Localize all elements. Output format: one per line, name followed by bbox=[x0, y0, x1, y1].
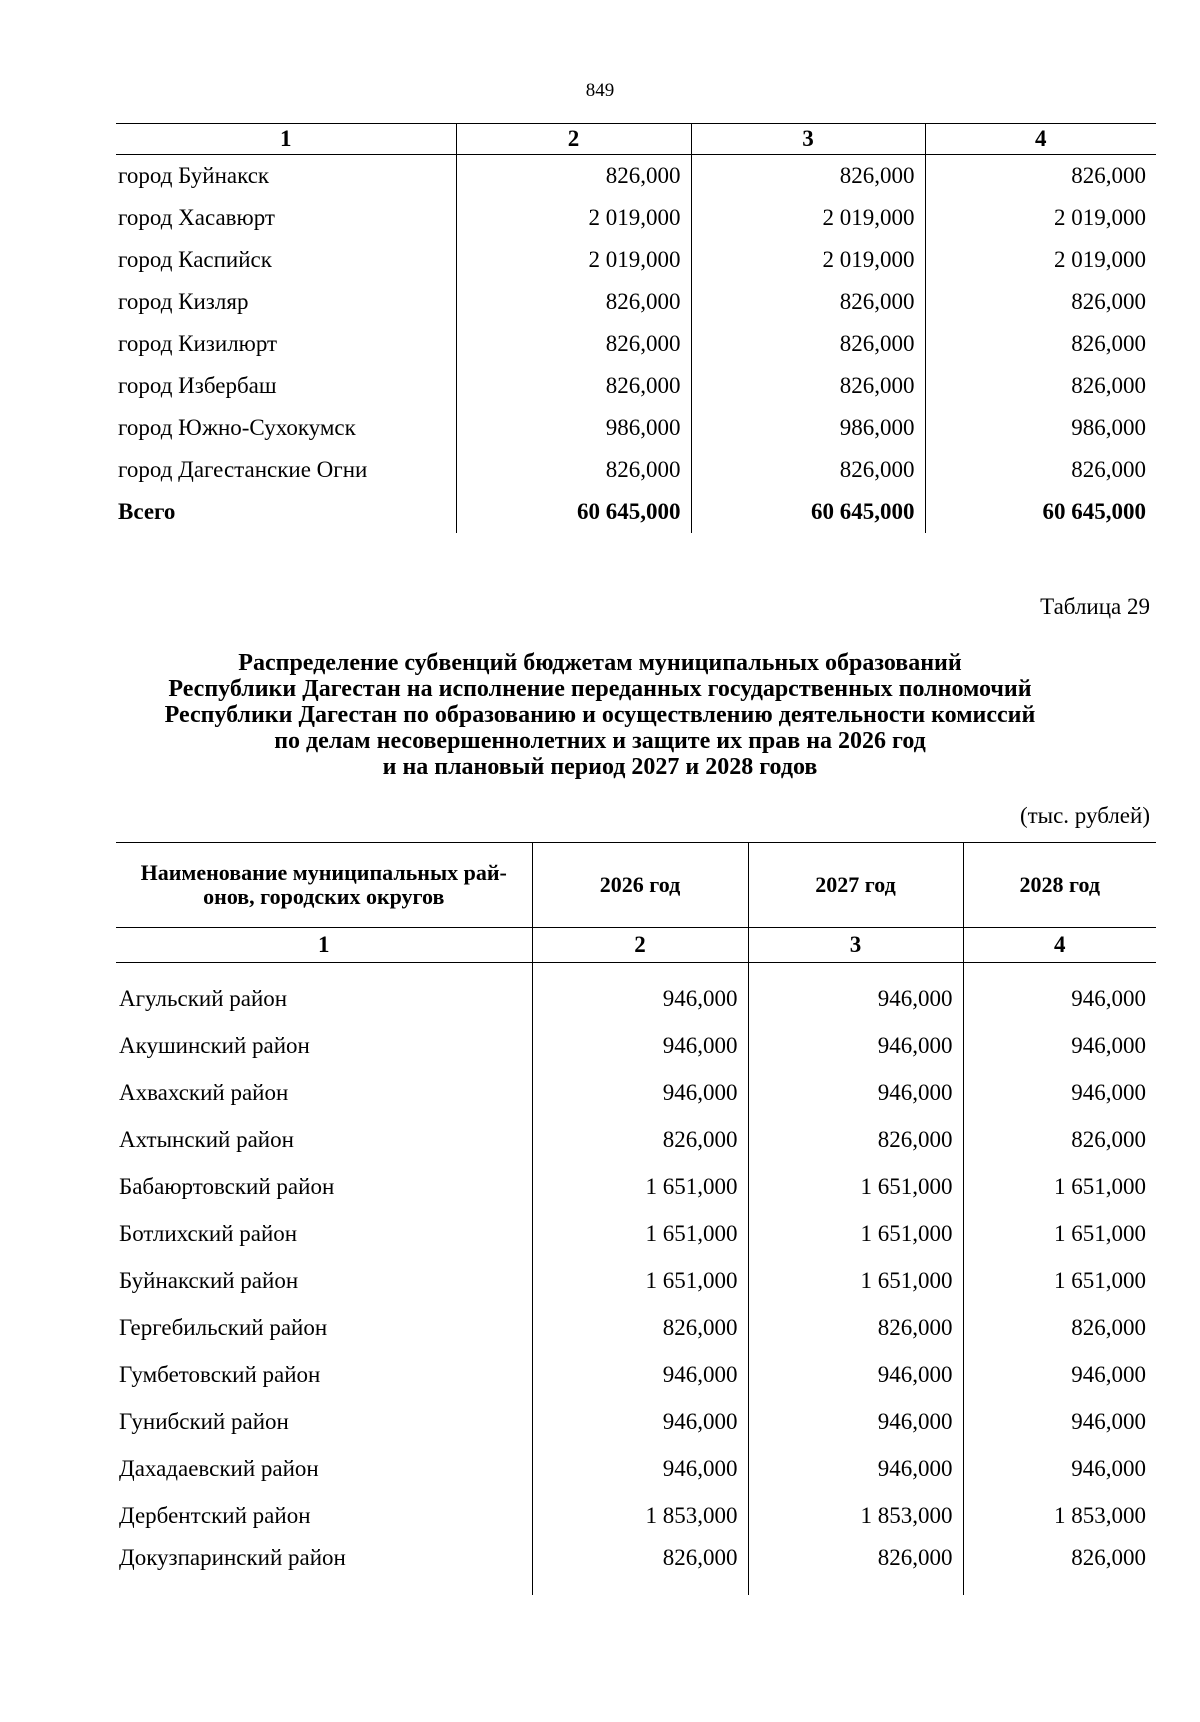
row-name: город Дагестанские Огни bbox=[118, 457, 368, 482]
row-name: Ахтынский район bbox=[119, 1126, 294, 1152]
value-2026: 826,000 bbox=[532, 1304, 748, 1351]
value-2027: 2 019,000 bbox=[691, 239, 925, 281]
table-row bbox=[116, 963, 1156, 1023]
value-2026: 1 651,000 bbox=[532, 1163, 748, 1210]
title-line: по делам несовершеннолетних и защите их прав на 2026 год bbox=[274, 728, 926, 754]
header-name bbox=[116, 843, 532, 928]
total-row bbox=[116, 491, 1156, 533]
value-2026: 826,000 bbox=[456, 365, 691, 407]
table-title bbox=[0, 650, 1200, 780]
value-2027: 1 853,000 bbox=[748, 1492, 963, 1539]
value-2027: 986,000 bbox=[691, 407, 925, 449]
table-label: Таблица 29 bbox=[1040, 594, 1150, 619]
table-row bbox=[116, 449, 1156, 491]
table-row bbox=[116, 1069, 1156, 1116]
value-2028: 946,000 bbox=[963, 1351, 1156, 1398]
value-2027: 1 651,000 bbox=[748, 1257, 963, 1304]
value-2028: 826,000 bbox=[963, 1116, 1156, 1163]
row-name: Акушинский район bbox=[119, 1032, 310, 1058]
row-name: город Буйнакск bbox=[118, 163, 270, 188]
subvention-table bbox=[116, 842, 1156, 1595]
total-2027: 60 645,000 bbox=[691, 491, 925, 533]
row-name: Дахадаевский район bbox=[119, 1455, 319, 1481]
value-2027: 826,000 bbox=[691, 323, 925, 365]
value-2026: 826,000 bbox=[456, 281, 691, 323]
value-2026: 946,000 bbox=[532, 1069, 748, 1116]
value-2026: 2 019,000 bbox=[456, 239, 691, 281]
title-line: и на плановый период 2027 и 2028 годов bbox=[382, 754, 818, 780]
header-row bbox=[116, 843, 1156, 928]
row-name: город Хасавюрт bbox=[118, 205, 275, 230]
value-2026: 826,000 bbox=[456, 155, 691, 198]
table-row bbox=[116, 365, 1156, 407]
value-2027: 946,000 bbox=[748, 1445, 963, 1492]
table-row bbox=[116, 1210, 1156, 1257]
value-2027: 946,000 bbox=[748, 1022, 963, 1069]
header-name-line: Наименование муниципальных рай- bbox=[140, 860, 507, 885]
value-2028: 1 853,000 bbox=[963, 1492, 1156, 1539]
table-row bbox=[116, 1398, 1156, 1445]
value-2026: 946,000 bbox=[532, 963, 748, 1023]
row-name: Буйнакский район bbox=[119, 1267, 299, 1293]
header-year-2027: 2027 год bbox=[748, 843, 963, 928]
value-2026: 946,000 bbox=[532, 1022, 748, 1069]
table-row bbox=[116, 407, 1156, 449]
row-name: город Каспийск bbox=[118, 247, 272, 272]
value-2028: 946,000 bbox=[963, 1069, 1156, 1116]
value-2027: 826,000 bbox=[691, 281, 925, 323]
value-2026: 2 019,000 bbox=[456, 197, 691, 239]
header-name-line: онов, городских округов bbox=[203, 884, 445, 909]
value-2028: 986,000 bbox=[925, 407, 1156, 449]
value-2027: 946,000 bbox=[748, 1398, 963, 1445]
value-2027: 946,000 bbox=[748, 1069, 963, 1116]
table-continuation bbox=[116, 123, 1156, 533]
table-row bbox=[116, 281, 1156, 323]
value-2028: 826,000 bbox=[925, 155, 1156, 198]
value-2028: 2 019,000 bbox=[925, 197, 1156, 239]
column-number-row bbox=[116, 124, 1156, 155]
value-2027: 1 651,000 bbox=[748, 1210, 963, 1257]
table-row bbox=[116, 1304, 1156, 1351]
column-number-row bbox=[116, 928, 1156, 963]
total-2028: 60 645,000 bbox=[925, 491, 1156, 533]
value-2026: 946,000 bbox=[532, 1351, 748, 1398]
table-row bbox=[116, 1257, 1156, 1304]
value-2027: 2 019,000 bbox=[691, 197, 925, 239]
value-2026: 826,000 bbox=[532, 1116, 748, 1163]
row-name: город Кизилюрт bbox=[118, 331, 278, 356]
header-year-2028: 2028 год bbox=[963, 843, 1156, 928]
value-2027: 826,000 bbox=[691, 155, 925, 198]
table-row bbox=[116, 1163, 1156, 1210]
value-2026: 1 651,000 bbox=[532, 1257, 748, 1304]
value-2028: 946,000 bbox=[963, 1398, 1156, 1445]
value-2028: 946,000 bbox=[963, 1445, 1156, 1492]
table-row bbox=[116, 155, 1156, 198]
table-row bbox=[116, 1116, 1156, 1163]
value-2026: 946,000 bbox=[532, 1398, 748, 1445]
table-row bbox=[116, 1492, 1156, 1539]
value-2028: 826,000 bbox=[925, 323, 1156, 365]
value-2028: 1 651,000 bbox=[963, 1257, 1156, 1304]
table-row bbox=[116, 1539, 1156, 1595]
value-2026: 986,000 bbox=[456, 407, 691, 449]
value-2027: 826,000 bbox=[748, 1304, 963, 1351]
column-number: 3 bbox=[691, 124, 925, 155]
table-row bbox=[116, 323, 1156, 365]
table-row bbox=[116, 1351, 1156, 1398]
value-2026: 946,000 bbox=[532, 1445, 748, 1492]
row-name: Гунибский район bbox=[119, 1408, 289, 1434]
value-2026: 1 651,000 bbox=[532, 1210, 748, 1257]
units-label: (тыс. рублей) bbox=[1019, 803, 1150, 828]
row-name: Ботлихский район bbox=[119, 1220, 298, 1246]
value-2028: 1 651,000 bbox=[963, 1210, 1156, 1257]
table-row bbox=[116, 1445, 1156, 1492]
column-number: 2 bbox=[532, 928, 748, 963]
value-2028: 826,000 bbox=[925, 365, 1156, 407]
value-2028: 826,000 bbox=[925, 449, 1156, 491]
table-row bbox=[116, 1022, 1156, 1069]
row-name: Агульский район bbox=[119, 985, 288, 1011]
row-name: Ахвахский район bbox=[119, 1079, 289, 1105]
total-2026: 60 645,000 bbox=[456, 491, 691, 533]
value-2027: 946,000 bbox=[748, 1351, 963, 1398]
value-2027: 826,000 bbox=[691, 449, 925, 491]
title-line: Республики Дагестан по образованию и осуществлению деятельности комиссий bbox=[164, 702, 1036, 728]
table-row bbox=[116, 197, 1156, 239]
row-name: Бабаюртовский район bbox=[119, 1173, 335, 1199]
value-2028: 826,000 bbox=[925, 281, 1156, 323]
column-number: 1 bbox=[116, 928, 532, 963]
value-2028: 826,000 bbox=[963, 1539, 1156, 1595]
row-name: Дербентский район bbox=[119, 1502, 311, 1528]
title-line: Республики Дагестан на исполнение переданных государственных полномочий bbox=[168, 676, 1032, 702]
row-name: город Избербаш bbox=[118, 373, 277, 398]
value-2027: 1 651,000 bbox=[748, 1163, 963, 1210]
value-2027: 826,000 bbox=[748, 1539, 963, 1595]
value-2027: 946,000 bbox=[748, 963, 963, 1023]
row-name: Докузпаринский район bbox=[119, 1545, 346, 1570]
page-number: 849 bbox=[585, 80, 615, 101]
value-2026: 826,000 bbox=[456, 449, 691, 491]
column-number: 1 bbox=[116, 124, 456, 155]
value-2026: 1 853,000 bbox=[532, 1492, 748, 1539]
value-2028: 1 651,000 bbox=[963, 1163, 1156, 1210]
row-name: город Южно-Сухокумск bbox=[118, 415, 356, 440]
column-number: 4 bbox=[963, 928, 1156, 963]
column-number: 4 bbox=[925, 124, 1156, 155]
row-name: Гергебильский район bbox=[119, 1314, 328, 1340]
value-2026: 826,000 bbox=[456, 323, 691, 365]
column-number: 2 bbox=[456, 124, 691, 155]
value-2028: 2 019,000 bbox=[925, 239, 1156, 281]
value-2026: 826,000 bbox=[532, 1539, 748, 1595]
row-name: город Кизляр bbox=[118, 289, 249, 314]
value-2027: 826,000 bbox=[691, 365, 925, 407]
value-2028: 826,000 bbox=[963, 1304, 1156, 1351]
header-year-2026: 2026 год bbox=[532, 843, 748, 928]
value-2028: 946,000 bbox=[963, 1022, 1156, 1069]
value-2028: 946,000 bbox=[963, 963, 1156, 1023]
column-number: 3 bbox=[748, 928, 963, 963]
total-label: Всего bbox=[118, 499, 176, 524]
title-line: Распределение субвенций бюджетам муниципальных образований bbox=[238, 650, 962, 676]
row-name: Гумбетовский район bbox=[119, 1361, 321, 1387]
value-2027: 826,000 bbox=[748, 1116, 963, 1163]
table-row bbox=[116, 239, 1156, 281]
